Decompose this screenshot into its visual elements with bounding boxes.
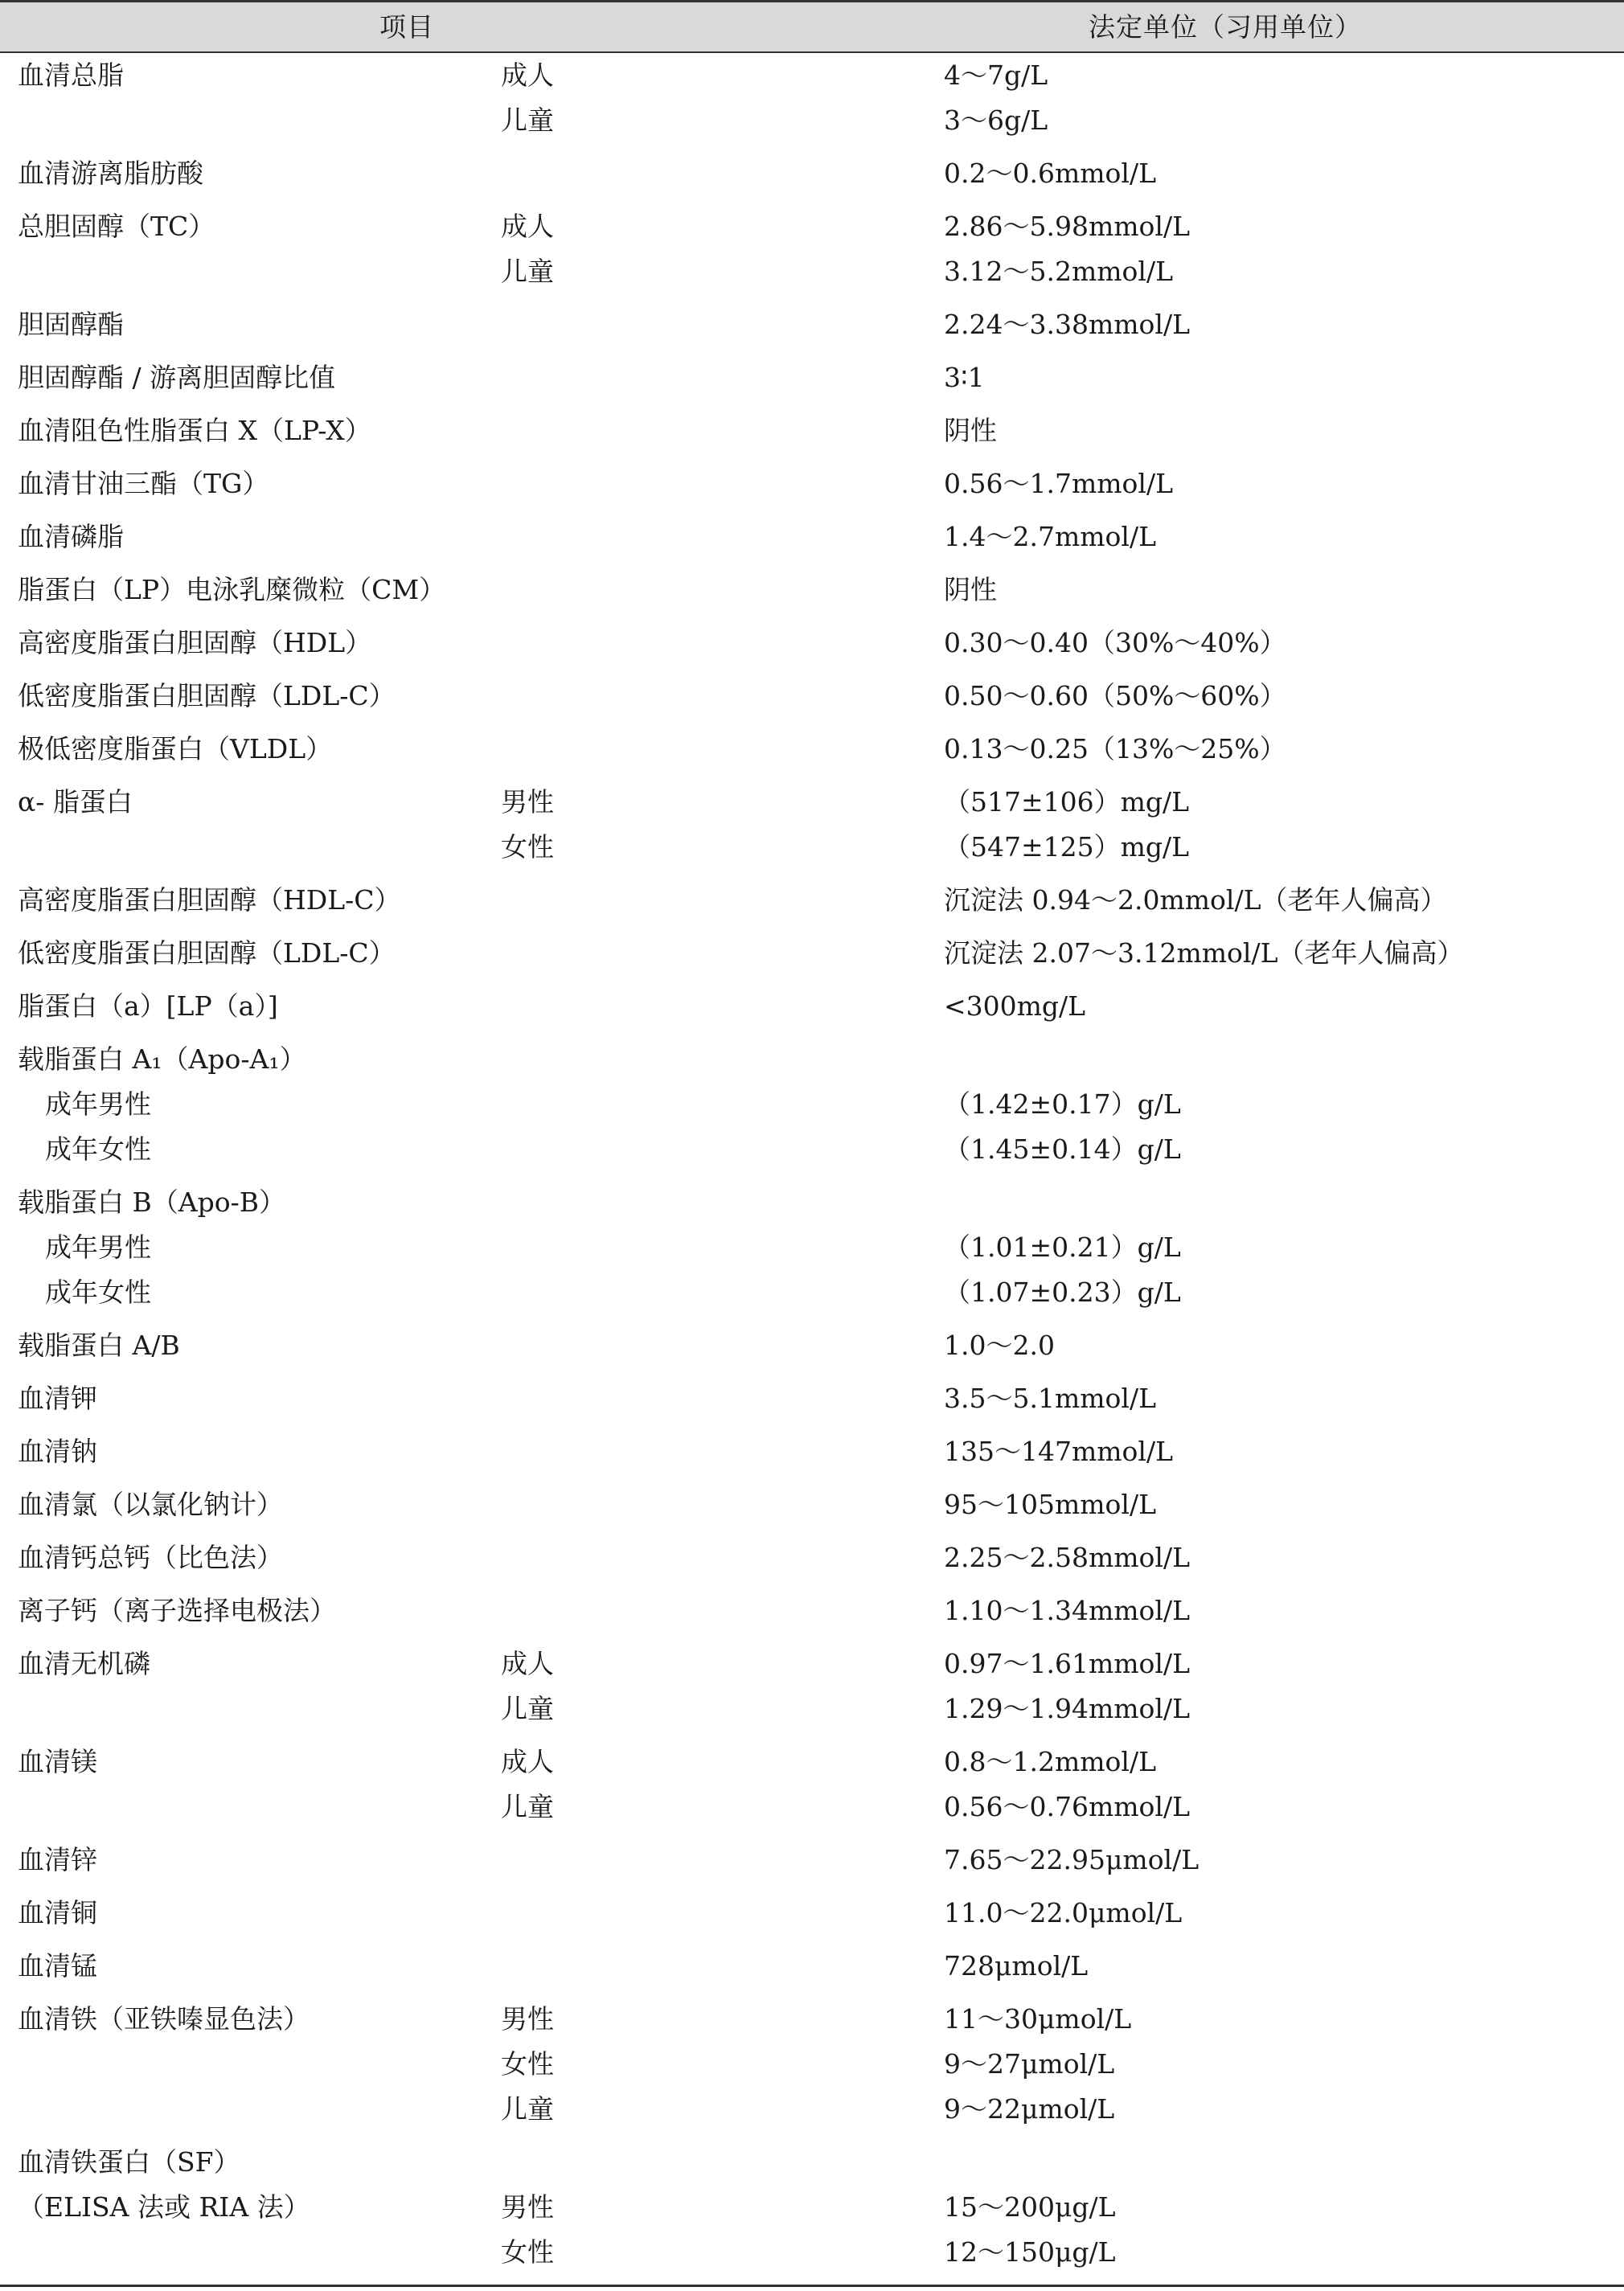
table-row [0,1323,1624,1368]
table-row [0,204,1624,249]
table-row [0,1270,1624,1315]
table-row [0,2185,1624,2230]
table-row [0,2087,1624,2132]
item-cell: 载脂蛋白 A₁（Apo-A₁） [18,1043,306,1075]
table-row [0,2140,1624,2185]
value-cell: 95～105mmol/L [944,1489,1157,1520]
table-row [0,1838,1624,1883]
subgroup-cell: 儿童 [501,1693,554,1724]
value-cell: 3～6g/L [944,105,1048,136]
value-cell: 4～7g/L [944,59,1048,91]
item-cell: 血清甘油三酯（TG） [18,468,269,499]
table-row [0,1429,1624,1474]
item-cell: 血清镁 [18,1746,97,1777]
value-cell: 3∶1 [944,362,985,393]
item-cell: 血清阻色性脂蛋白 X（LP-X） [18,415,371,446]
item-cell: 血清钠 [18,1436,97,1467]
value-cell: 0.30～0.40（30%～40%） [944,627,1286,658]
value-cell: 11～30μmol/L [944,2003,1132,2035]
item-cell: 血清无机磷 [18,1648,150,1679]
subgroup-cell: 儿童 [501,1791,554,1822]
subgroup-cell: 男性 [501,786,554,818]
table-header [0,0,1624,53]
value-cell: 7.65～22.95μmol/L [944,1844,1200,1875]
subgroup-cell: 成人 [501,1746,554,1777]
table-row [0,151,1624,196]
table-bottom-rule [0,2285,1624,2287]
item-cell: 成年女性 [45,1277,151,1308]
value-cell: 0.56～0.76mmol/L [944,1791,1190,1822]
subgroup-cell: 儿童 [501,2093,554,2125]
table-row [0,514,1624,559]
table-row [0,568,1624,613]
subgroup-cell: 女性 [501,2236,554,2268]
value-cell: 1.29～1.94mmol/L [944,1693,1190,1724]
value-cell: 3.5～5.1mmol/L [944,1383,1156,1414]
subgroup-cell: 男性 [501,2191,554,2223]
table-row [0,1997,1624,2042]
table-row [0,2230,1624,2275]
item-cell: 高密度脂蛋白胆固醇（HDL-C） [18,884,401,916]
item-cell: 成年男性 [45,1232,151,1263]
subgroup-cell: 成人 [501,59,554,91]
value-cell: 2.24～3.38mmol/L [944,309,1190,340]
subgroup-cell: 儿童 [501,256,554,287]
table-row [0,98,1624,143]
item-cell: （ELISA 法或 RIA 法） [18,2191,310,2223]
item-cell: 血清锰 [18,1950,97,1982]
item-cell: 血清游离脂肪酸 [18,158,203,189]
item-cell: 血清铁（亚铁嗪显色法） [18,2003,310,2035]
value-cell: 3.12～5.2mmol/L [944,256,1173,287]
value-cell: 0.56～1.7mmol/L [944,468,1173,499]
table-row [0,1225,1624,1270]
item-cell: 血清总脂 [18,59,124,91]
table-row [0,727,1624,772]
table-row [0,621,1624,666]
item-cell: 载脂蛋白 B（Apo-B） [18,1186,285,1218]
table-body [0,53,1624,2275]
value-cell: 0.97～1.61mmol/L [944,1648,1190,1679]
table-row [0,2042,1624,2087]
subgroup-cell: 成人 [501,1648,554,1679]
item-cell: 血清锌 [18,1844,97,1875]
table-row [0,1535,1624,1580]
table-row [0,461,1624,506]
item-cell: 血清钾 [18,1383,97,1414]
item-cell: 极低密度脂蛋白（VLDL） [18,733,333,764]
item-cell: 脂蛋白（LP）电泳乳糜微粒（CM） [18,574,446,605]
subgroup-cell: 儿童 [501,105,554,136]
value-cell: 2.86～5.98mmol/L [944,211,1190,242]
value-cell: （1.45±0.14）g/L [944,1133,1181,1165]
table-row [0,249,1624,294]
table-row [0,1891,1624,1936]
value-cell: 1.10～1.34mmol/L [944,1595,1190,1626]
table-row [0,984,1624,1029]
table-row [0,1127,1624,1172]
value-cell: 阴性 [944,574,997,605]
table-row [0,1686,1624,1732]
value-cell: 728μmol/L [944,1950,1089,1982]
table-row [0,674,1624,719]
table-row [0,302,1624,347]
header-item: 项目 [379,11,434,43]
item-cell: 血清铜 [18,1897,97,1928]
item-cell: 载脂蛋白 A/B [18,1330,180,1361]
item-cell: 高密度脂蛋白胆固醇（HDL） [18,627,372,658]
table-row [0,1588,1624,1633]
item-cell: 胆固醇酯 [18,309,124,340]
table-row [0,408,1624,453]
table-row [0,53,1624,98]
subgroup-cell: 成人 [501,211,554,242]
value-cell: 9～27μmol/L [944,2048,1115,2080]
item-cell: 低密度脂蛋白胆固醇（LDL-C） [18,680,396,711]
table-row [0,1082,1624,1127]
value-cell: 15～200μg/L [944,2191,1116,2223]
value-cell: 0.2～0.6mmol/L [944,158,1156,189]
table-row [0,1944,1624,1989]
table-row [0,780,1624,825]
value-cell: 1.0～2.0 [944,1330,1055,1361]
item-cell: 成年女性 [45,1133,151,1165]
table-row [0,878,1624,923]
table-row [0,1376,1624,1421]
item-cell: 脂蛋白（a）[LP（a）] [18,990,278,1022]
value-cell: <300mg/L [944,990,1086,1022]
table-row [0,1785,1624,1830]
value-cell: （1.42±0.17）g/L [944,1088,1181,1120]
item-cell: 离子钙（离子选择电极法） [18,1595,336,1626]
item-cell: 血清钙总钙（比色法） [18,1542,283,1573]
value-cell: 沉淀法 0.94～2.0mmol/L（老年人偏高） [944,884,1447,916]
value-cell: 0.8～1.2mmol/L [944,1746,1156,1777]
item-cell: α- 脂蛋白 [18,786,133,818]
value-cell: 0.50～0.60（50%～60%） [944,680,1286,711]
item-cell: 血清氯（以氯化钠计） [18,1489,283,1520]
value-cell: （1.07±0.23）g/L [944,1277,1181,1308]
value-cell: 0.13～0.25（13%～25%） [944,733,1286,764]
value-cell: （547±125）mg/L [944,831,1190,863]
value-cell: 沉淀法 2.07～3.12mmol/L（老年人偏高） [944,937,1464,969]
subgroup-cell: 女性 [501,2048,554,2080]
subgroup-cell: 女性 [501,831,554,863]
table-row [0,931,1624,976]
item-cell: 血清铁蛋白（SF） [18,2146,240,2178]
value-cell: 2.25～2.58mmol/L [944,1542,1190,1573]
value-cell: 1.4～2.7mmol/L [944,521,1156,552]
value-cell: （517±106）mg/L [944,786,1190,818]
value-cell: 12～150μg/L [944,2236,1116,2268]
header-unit: 法定单位（习用单位） [1089,11,1362,43]
value-cell: 135～147mmol/L [944,1436,1174,1467]
item-cell: 低密度脂蛋白胆固醇（LDL-C） [18,937,396,969]
table-row [0,1180,1624,1225]
value-cell: 11.0～22.0μmol/L [944,1897,1183,1928]
item-cell: 血清磷脂 [18,521,124,552]
table-row [0,1740,1624,1785]
item-cell: 总胆固醇（TC） [18,211,215,242]
table-row [0,355,1624,400]
item-cell: 胆固醇酯 / 游离胆固醇比值 [18,362,336,393]
table-row [0,825,1624,870]
value-cell: 9～22μmol/L [944,2093,1115,2125]
subgroup-cell: 男性 [501,2003,554,2035]
table-row [0,1482,1624,1527]
table-row [0,1037,1624,1082]
value-cell: （1.01±0.21）g/L [944,1232,1181,1263]
item-cell: 成年男性 [45,1088,151,1120]
value-cell: 阴性 [944,415,997,446]
table-row [0,1641,1624,1686]
